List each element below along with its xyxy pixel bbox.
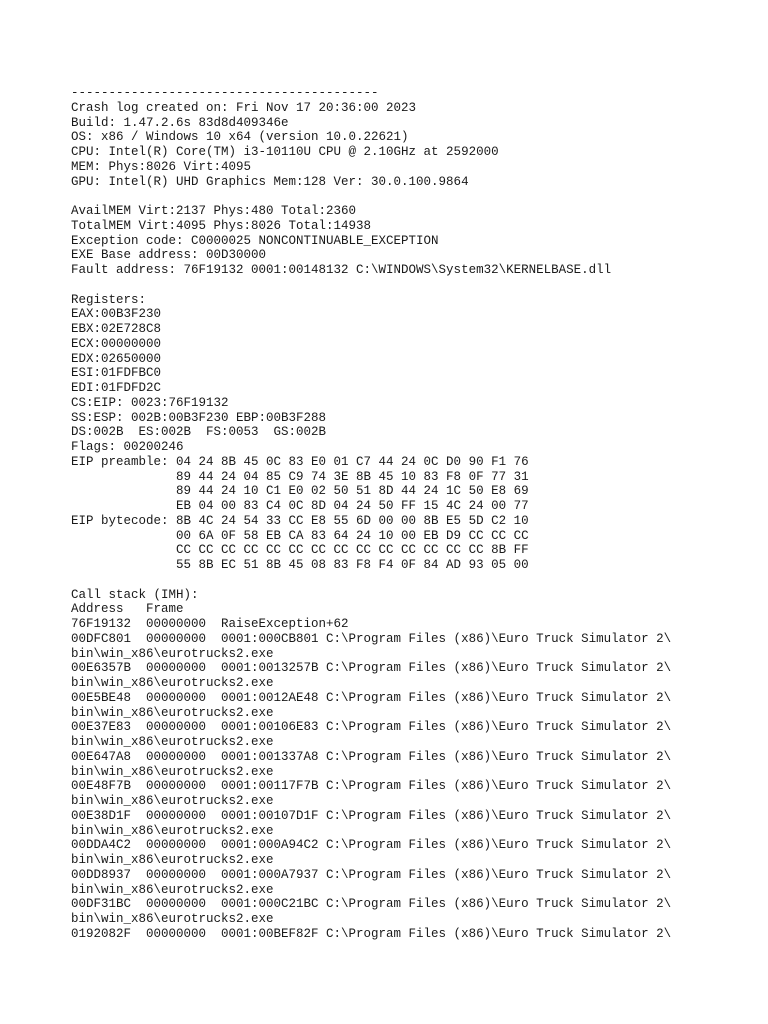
log-line: OS: x86 / Windows 10 x64 (version 10.0.22621): [71, 130, 409, 145]
log-line: 00DF31BC 00000000 0001:000C21BC C:\Program Files (x86)\Euro Truck Simulator 2\: [71, 897, 672, 912]
log-line: 00DFC801 00000000 0001:000CB801 C:\Program Files (x86)\Euro Truck Simulator 2\: [71, 631, 672, 646]
log-line: bin\win_x86\eurotrucks2.exe: [71, 764, 274, 779]
log-line: bin\win_x86\eurotrucks2.exe: [71, 676, 274, 690]
log-line: 00E38D1F 00000000 0001:00107D1F C:\Program Files (x86)\Euro Truck Simulator 2\: [71, 808, 672, 823]
log-line: GPU: Intel(R) UHD Graphics Mem:128 Ver: 30.0.100.9864: [71, 174, 469, 189]
log-line: CC CC CC CC CC CC CC CC CC CC CC CC CC CC 8B FF: [71, 543, 529, 558]
log-line: EIP preamble: 04 24 8B 45 0C 83 E0 01 C7 44 24 0C D0 90 F1 76: [71, 454, 529, 469]
log-line: 00E647A8 00000000 0001:001337A8 C:\Program Files (x86)\Euro Truck Simulator 2\: [71, 749, 672, 764]
log-line: bin\win_x86\eurotrucks2.exe: [71, 853, 274, 867]
log-line: 00DD8937 00000000 0001:000A7937 C:\Program Files (x86)\Euro Truck Simulator 2\: [71, 867, 672, 882]
log-line: Registers:: [71, 292, 147, 307]
log-line: ECX:00000000: [71, 336, 162, 351]
log-line: EBX:02E728C8: [71, 322, 162, 336]
log-line: EXE Base address: 00D30000: [71, 248, 267, 263]
log-line: Flags: 00200246: [71, 440, 184, 454]
log-line: EAX:00B3F230: [71, 307, 162, 322]
log-line: TotalMEM Virt:4095 Phys:8026 Total:14938: [71, 218, 372, 233]
log-line: EB 04 00 83 C4 0C 8D 04 24 50 FF 15 4C 24 00 77: [71, 499, 529, 513]
log-line: bin\win_x86\eurotrucks2.exe: [71, 794, 274, 808]
log-line: AvailMEM Virt:2137 Phys:480 Total:2360: [71, 204, 357, 218]
log-line: bin\win_x86\eurotrucks2.exe: [71, 882, 274, 897]
log-line: 0192082F 00000000 0001:00BEF82F C:\Program Files (x86)\Euro Truck Simulator 2\: [71, 926, 672, 941]
log-line: 76F19132 00000000 RaiseException+62: [71, 617, 349, 631]
log-line: MEM: Phys:8026 Virt:4095: [71, 159, 252, 174]
log-line: -----------------------------------------: [71, 86, 379, 100]
log-line: bin\win_x86\eurotrucks2.exe: [71, 823, 274, 838]
log-line: Address Frame: [71, 602, 184, 617]
crash-log-text: [71, 86, 671, 942]
log-line: Call stack (IMH):: [71, 587, 199, 602]
log-line: EDI:01FDFD2C: [71, 381, 162, 395]
log-line: 00E48F7B 00000000 0001:00117F7B C:\Program Files (x86)\Euro Truck Simulator 2\: [71, 779, 672, 794]
log-line: DS:002B ES:002B FS:0053 GS:002B: [71, 425, 327, 440]
log-line: 00E6357B 00000000 0001:0013257B C:\Program Files (x86)\Euro Truck Simulator 2\: [71, 661, 672, 676]
log-line: 00E37E83 00000000 0001:00106E83 C:\Program Files (x86)\Euro Truck Simulator 2\: [71, 720, 672, 735]
log-line: 55 8B EC 51 8B 45 08 83 F8 F4 0F 84 AD 93 05 00: [71, 558, 529, 572]
log-line: Build: 1.47.2.6s 83d8d409346e: [71, 115, 289, 130]
log-line: Exception code: C0000025 NONCONTINUABLE_EXCEPTION: [71, 233, 439, 248]
log-line: EIP bytecode: 8B 4C 24 54 33 CC E8 55 6D 00 00 8B E5 5D C2 10: [71, 513, 529, 528]
log-line: bin\win_x86\eurotrucks2.exe: [71, 912, 274, 926]
log-line: bin\win_x86\eurotrucks2.exe: [71, 646, 274, 661]
log-line: [71, 573, 671, 588]
log-line: ESI:01FDFBC0: [71, 366, 162, 381]
log-line: Fault address: 76F19132 0001:00148132 C:\WINDOWS\System32\KERNELBASE.dll: [71, 263, 612, 277]
log-line: [71, 189, 671, 204]
log-line: 89 44 24 04 85 C9 74 3E 8B 45 10 83 F8 0F 77 31: [71, 469, 529, 484]
log-line: CS:EIP: 0023:76F19132: [71, 395, 229, 410]
log-line: EDX:02650000: [71, 351, 162, 366]
log-line: 00E5BE48 00000000 0001:0012AE48 C:\Program Files (x86)\Euro Truck Simulator 2\: [71, 690, 672, 705]
log-line: bin\win_x86\eurotrucks2.exe: [71, 735, 274, 749]
log-line: Crash log created on: Fri Nov 17 20:36:00 2023: [71, 100, 417, 115]
log-line: CPU: Intel(R) Core(TM) i3-10110U CPU @ 2.10GHz at 2592000: [71, 145, 499, 159]
log-line: bin\win_x86\eurotrucks2.exe: [71, 705, 274, 720]
log-line: [71, 278, 671, 293]
log-line: SS:ESP: 002B:00B3F230 EBP:00B3F288: [71, 410, 327, 425]
log-line: 00DDA4C2 00000000 0001:000A94C2 C:\Program Files (x86)\Euro Truck Simulator 2\: [71, 838, 672, 853]
log-line: 89 44 24 10 C1 E0 02 50 51 8D 44 24 1C 50 E8 69: [71, 484, 529, 499]
log-line: 00 6A 0F 58 EB CA 83 64 24 10 00 EB D9 CC CC CC: [71, 528, 529, 543]
